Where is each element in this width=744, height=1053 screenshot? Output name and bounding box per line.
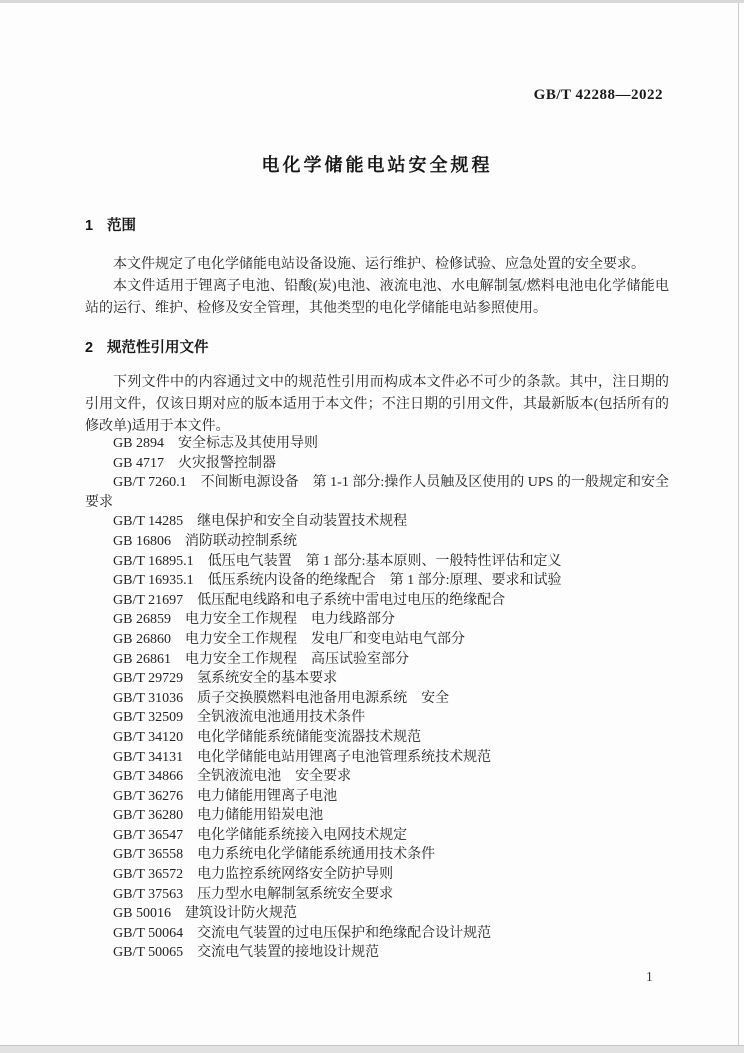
reference-item: [85, 708, 669, 728]
reference-code: GB/T 34120: [113, 729, 184, 745]
reference-title: 不间断电源设备 第 1-1 部分:操作人员触及区使用的 UPS 的一般规定和安全要求: [85, 475, 669, 510]
reference-code: GB 16806: [113, 533, 171, 549]
reference-code: GB/T 32509: [113, 710, 184, 726]
reference-item: [85, 826, 669, 846]
reference-title: 电力系统电化学储能系统通用技术条件: [197, 847, 436, 863]
section-2-heading: [85, 339, 669, 357]
section-2-number: 2: [85, 340, 94, 356]
reference-code: GB/T 16935.1: [113, 573, 194, 589]
reference-code: GB/T 16895.1: [113, 553, 194, 569]
reference-item: [85, 943, 669, 963]
reference-item: [85, 787, 669, 807]
reference-title: 全钒液流电池 安全要求: [197, 769, 352, 785]
reference-item: [85, 571, 669, 591]
reference-title: 电化学储能电站用锂离子电池管理系统技术规范: [197, 749, 492, 765]
reference-code: GB 26860: [113, 631, 171, 647]
scan-edge-right: [738, 3, 739, 1045]
reference-title: 低压系统内设备的绝缘配合 第 1 部分:原理、要求和试验: [207, 573, 562, 589]
reference-title: 火灾报警控制器: [177, 455, 276, 471]
reference-item: [85, 748, 669, 768]
reference-code: GB/T 34866: [113, 769, 184, 785]
reference-code: GB 2894: [113, 436, 164, 451]
reference-code: GB 4717: [113, 455, 164, 471]
reference-title: 电力监控系统网络安全防护导则: [197, 867, 394, 883]
reference-title: 电化学储能系统接入电网技术规定: [197, 827, 408, 843]
reference-code: GB/T 29729: [113, 671, 184, 687]
section-1-number: 1: [85, 218, 94, 234]
reference-code: GB 26859: [113, 612, 171, 628]
reference-item: [85, 591, 669, 611]
reference-title: 氢系统安全的基本要求: [197, 671, 338, 687]
standard-code: GB/T 42288—2022: [533, 87, 663, 103]
reference-code: GB/T 36280: [113, 808, 184, 824]
reference-item: [85, 767, 669, 787]
reference-code: GB/T 50064: [113, 925, 184, 941]
reference-item: [85, 865, 669, 885]
reference-title: 全钒液流电池通用技术条件: [197, 710, 366, 726]
reference-item: [85, 630, 669, 650]
reference-title: 交流电气装置的过电压保护和绝缘配合设计规范: [197, 925, 492, 941]
scope-paragraph-2: 本文件适用于锂离子电池、铅酸(炭)电池、液流电池、水电解制氢/燃料电池电化学储能电站的运行、维护、检修及安全管理，其他类型的电化学储能电站参照使用。: [85, 279, 669, 316]
section-2-intro: [85, 372, 669, 438]
section-2-title: 规范性引用文件: [107, 340, 209, 356]
reference-title: 电力安全工作规程 电力线路部分: [184, 612, 395, 628]
reference-item: [85, 454, 669, 474]
reference-item: [85, 885, 669, 905]
section-1-body: [85, 254, 669, 320]
reference-title: 低压配电线路和电子系统中雷电过电压的绝缘配合: [197, 592, 506, 608]
reference-item: [85, 689, 669, 709]
reference-title: 电力储能用锂离子电池: [197, 788, 338, 804]
scope-paragraph-1: 本文件规定了电化学储能电站设备设施、运行维护、检修试验、应急处置的安全要求。: [113, 257, 645, 272]
reference-item: [85, 552, 669, 572]
reference-code: GB/T 50065: [113, 945, 184, 961]
reference-title: 继电保护和安全自动装置技术规程: [197, 514, 408, 530]
section-1-title: 范围: [107, 218, 136, 234]
reference-code: GB/T 14285: [113, 514, 184, 530]
reference-title: 电力储能用铅炭电池: [197, 808, 324, 824]
reference-title: 消防联动控制系统: [184, 533, 297, 549]
reference-code: GB/T 34131: [113, 749, 184, 765]
reference-title: 低压电气装置 第 1 部分:基本原则、一般特性评估和定义: [207, 553, 562, 569]
reference-code: GB/T 31036: [113, 690, 184, 706]
reference-item: [85, 669, 669, 689]
reference-title: 电力安全工作规程 发电厂和变电站电气部分: [184, 631, 465, 647]
reference-item: [85, 473, 669, 512]
reference-item: [85, 650, 669, 670]
reference-item: [85, 610, 669, 630]
reference-code: GB/T 36572: [113, 867, 184, 883]
scan-edge-top: [0, 0, 744, 3]
reference-item: [85, 806, 669, 826]
reference-code: GB/T 7260.1: [113, 475, 187, 491]
reference-item: [85, 512, 669, 532]
reference-item: [85, 924, 669, 944]
document-title: 电化学储能电站安全规程: [261, 155, 493, 175]
reference-title: 电力安全工作规程 高压试验室部分: [184, 651, 409, 667]
reference-item: [85, 728, 669, 748]
reference-item: [85, 904, 669, 924]
reference-code: GB 26861: [113, 651, 171, 667]
reference-title: 建筑设计防火规范: [184, 906, 297, 922]
reference-item: [85, 845, 669, 865]
reference-title: 压力型水电解制氢系统安全要求: [197, 886, 394, 902]
scan-edge-bottom: [0, 1045, 744, 1053]
reference-code: GB/T 36547: [113, 827, 184, 843]
reference-code: GB/T 36276: [113, 788, 184, 804]
reference-code: GB 50016: [113, 906, 171, 922]
reference-title: 电化学储能系统储能变流器技术规范: [197, 729, 422, 745]
reference-code: GB/T 36558: [113, 847, 184, 863]
reference-item: [85, 532, 669, 552]
reference-title: 质子交换膜燃料电池备用电源系统 安全: [197, 690, 450, 706]
reference-item: [85, 434, 669, 454]
reference-code: GB/T 37563: [113, 886, 184, 902]
reference-title: 交流电气装置的接地设计规范: [197, 945, 380, 961]
reference-title: 安全标志及其使用导则: [177, 436, 318, 451]
reference-code: GB/T 21697: [113, 592, 184, 608]
section-1-heading: [85, 217, 669, 235]
normative-references-intro: 下列文件中的内容通过文中的规范性引用而构成本文件必不可少的条款。其中，注日期的引用文件，仅该日期对应的版本适用于本文件；不注日期的引用文件，其最新版本(包括所有的修改单)适用于本文件。: [85, 375, 669, 434]
references-list: [85, 434, 669, 963]
page-number: 1: [646, 969, 653, 984]
